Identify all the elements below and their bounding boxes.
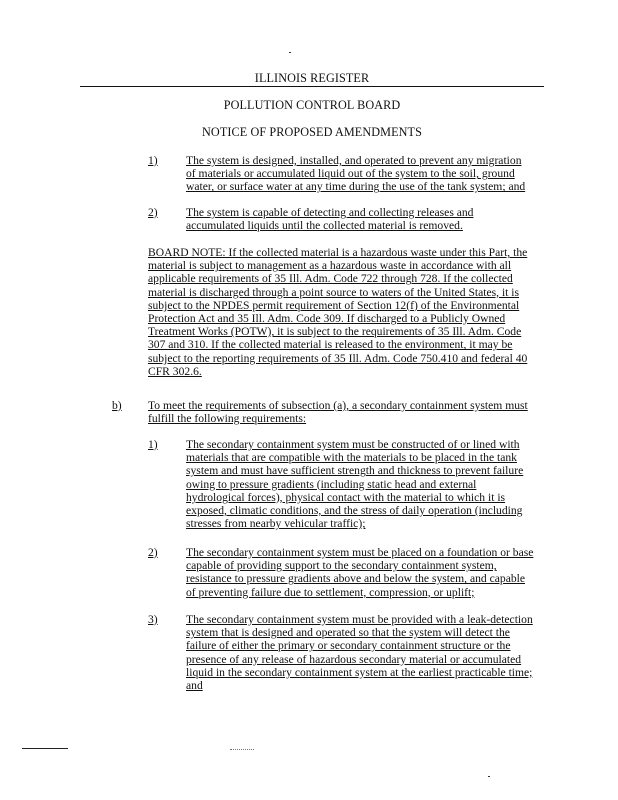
item-b3-number: 3) xyxy=(148,613,158,626)
text-line: materials that are compatible with the materials to be placed in the tank xyxy=(186,451,517,465)
text-line: Protection Act and 35 Ill. Adm. Code 309. If discharged to a Publicly Owned xyxy=(148,312,506,326)
text-line: Treatment Works (POTW), it is subject to the requirements of 35 Ill. Adm. Code xyxy=(148,325,522,339)
text-line: subject to the NPDES permit requirement of Section 12(f) of the Environmental xyxy=(148,298,520,312)
text-line: presence of any release of hazardous secondary material or accumulated xyxy=(186,652,522,666)
text-line: material is subject to management as a hazardous waste in accordance with all xyxy=(148,259,512,273)
text-line: The secondary containment system must be constructed of or lined with xyxy=(186,438,520,451)
register-title: ILLINOIS REGISTER xyxy=(254,71,370,85)
text-line: accumulated liquids until the collected material is removed. xyxy=(186,219,463,233)
board-title: POLLUTION CONTROL BOARD xyxy=(223,98,401,112)
item-b2-number: 2) xyxy=(148,546,158,559)
board-note xyxy=(148,246,548,378)
text-line: failure of either the primary or secondary containment structure or the xyxy=(186,639,511,653)
text-line: owing to pressure gradients (including static head and external xyxy=(186,477,477,491)
text-line: fulfill the following requirements: xyxy=(148,412,307,426)
scan-speck xyxy=(488,776,490,777)
text-line: The system is capable of detecting and collecting releases and xyxy=(186,206,474,219)
text-line: The system is designed, installed, and operated to prevent any migration xyxy=(186,154,522,167)
text-line: system that is designed and operated so that the system will detect the xyxy=(186,626,510,640)
section-b-number: b) xyxy=(112,399,122,412)
text-line: water, or surface water at any time during the use of the tank system; and xyxy=(186,180,526,194)
scan-speck xyxy=(289,52,291,53)
text-line: capable of providing support to the secondary containment system, xyxy=(186,559,497,573)
item-b1-number: 1) xyxy=(148,438,158,451)
text-line: exposed, climatic conditions, and the stress of daily operation (including xyxy=(186,504,523,518)
notice-title: NOTICE OF PROPOSED AMENDMENTS xyxy=(202,125,422,139)
text-line: The secondary containment system must be placed on a foundation or base xyxy=(186,546,534,559)
text-line: applicable requirements of 35 Ill. Adm. Code 722 through 728. If the collected xyxy=(148,272,513,286)
text-line: of materials or accumulated liquid out of the system to the soil, ground xyxy=(186,167,515,181)
text-line: system and must have sufficient strength and thickness to prevent failure xyxy=(186,464,524,478)
footer-rule xyxy=(22,748,68,749)
item-a1-text xyxy=(186,154,546,194)
text-line: and xyxy=(186,679,203,693)
item-b2-text xyxy=(186,546,546,599)
item-b1-text xyxy=(186,438,546,530)
text-line: 307 and 310. If the collected material is released to the environment, it may be xyxy=(148,338,513,352)
text-line: subject to the reporting requirements of 35 Ill. Adm. Code 750.410 and federal 40 xyxy=(148,351,528,365)
text-line: hydrological forces), physical contact with the material to which it is xyxy=(186,490,506,504)
text-line: BOARD NOTE: If the collected material is a hazardous waste under this Part, the xyxy=(148,246,528,259)
text-line: CFR 302.6. xyxy=(148,364,202,378)
item-b3-text xyxy=(186,613,548,692)
item-a1-number: 1) xyxy=(148,154,158,167)
text-line: material is discharged through a point source to waters of the United States, it is xyxy=(148,285,520,299)
text-line: The secondary containment system must be provided with a leak-detection xyxy=(186,613,533,626)
item-a2-text xyxy=(186,206,546,232)
text-line: resistance to pressure gradients above and below the system, and capable xyxy=(186,572,525,586)
text-line: of preventing failure due to settlement, compression, or uplift; xyxy=(186,585,475,599)
text-line: stresses from nearby vehicular traffic); xyxy=(186,517,366,531)
header-rule xyxy=(80,86,544,87)
text-line: To meet the requirements of subsection (a), a secondary containment system must xyxy=(148,399,528,412)
footer-dots xyxy=(230,749,254,750)
section-b-text xyxy=(148,399,548,425)
item-a2-number: 2) xyxy=(148,206,158,219)
text-line: liquid in the secondary containment system at the earliest practicable time; xyxy=(186,665,533,679)
